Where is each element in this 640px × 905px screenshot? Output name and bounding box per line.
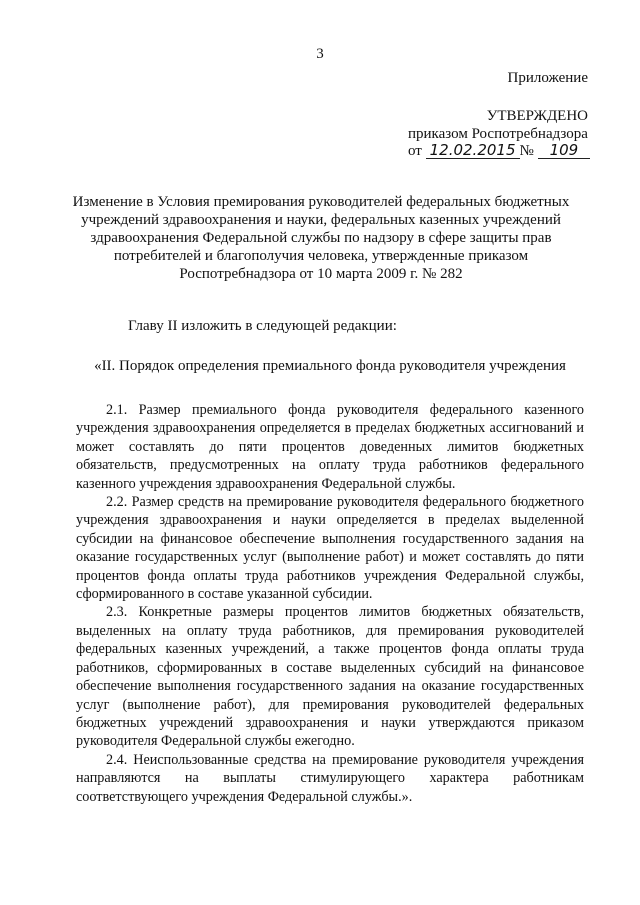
handwritten-date: 12.02.2015 (426, 143, 520, 159)
approval-order: приказом Роспотребнадзора (408, 126, 588, 142)
paragraph-2-4: 2.4. Неиспользованные средства на премирование руководителя учреждения направляются на выплаты стимулирующего характера работникам соответствующего учреждения Федеральной службы.». (76, 751, 584, 805)
section-title: «II. Порядок определения премиального фонда руководителя учреждения (94, 358, 566, 374)
appendix-label: Приложение (507, 70, 588, 86)
paragraph-2-2: 2.2. Размер средств на премирование руководителя федерального бюджетного учреждения здравоохранения и науки определяется в пределах выделенной субсидии на финансовое обеспечение выполнения государственного задания на оказание государственных услуг (выполнение работ) и может составлять до пяти процентов фонда оплаты труда работников учреждения Федеральной службы, сформированного в составе указанной субсидии. (76, 494, 584, 603)
approved-heading: УТВЕРЖДЕНО (486, 108, 588, 124)
intro-line: Главу II изложить в следующей редакции: (128, 318, 397, 334)
page-number: 3 (316, 46, 324, 62)
body-text (76, 401, 584, 806)
approval-block (408, 126, 590, 160)
document-title: Изменение в Условия премирования руководителей федеральных бюджетных учреждений здравоохранения и науки, федеральных казенных учреждений здравоохранения Федеральной службы по надзору в сфере защиты прав потребителей и благополучия человека, утвержденные приказом Роспотребнадзора от 10 марта 2009 г. № 282 (72, 194, 570, 282)
approval-date-line (408, 143, 590, 160)
paragraph-2-3: 2.3. Конкретные размеры процентов лимитов бюджетных обязательств, выделенных на оплату труда работников, для премирования руководителей федеральных казенных учреждений, а также процентов фонда оплаты труда работников, сформированных в составе выделенных субсидий на финансовое обеспечение выполнения государственного задания на оказание государственных услуг (выполнение работ), для премирования руководителей федеральных бюджетных учреждений здравоохранения и науки утверждаются приказом руководителя Федеральной службы ежегодно. (76, 604, 584, 750)
date-prefix: от (408, 143, 422, 159)
handwritten-number: 109 (538, 143, 591, 159)
number-sign: № (519, 143, 534, 159)
paragraph-2-1: 2.1. Размер премиального фонда руководителя федерального казенного учреждения здравоохранения определяется в пределах бюджетных ассигнований и может составлять до пяти процентов доведенных лимитов бюджетных обязательств, предусмотренных на оплату труда работников федерального казенного учреждения здравоохранения Федеральной службы. (76, 402, 584, 492)
